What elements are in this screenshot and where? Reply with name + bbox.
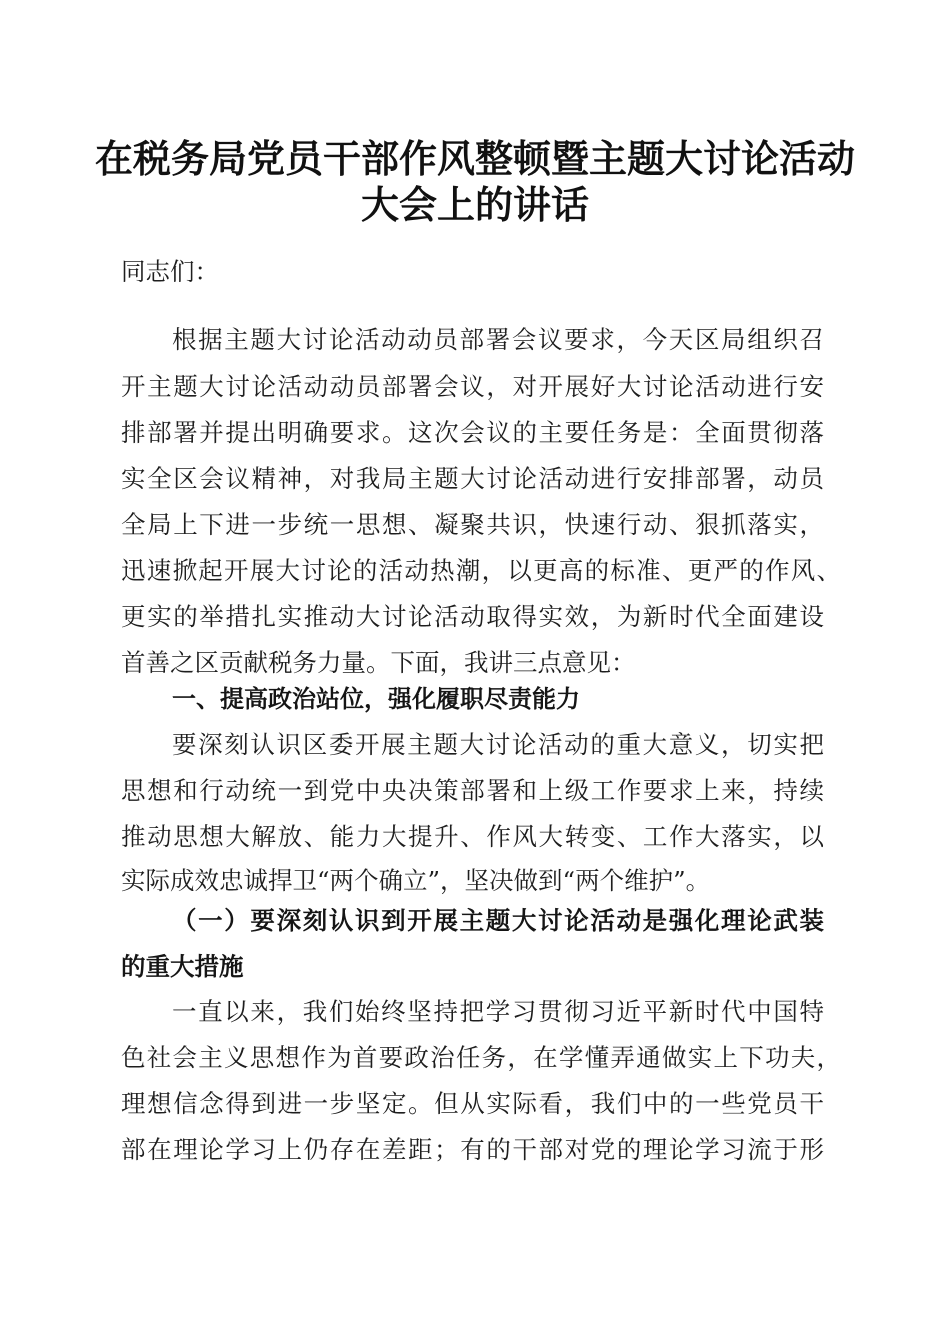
paragraph-line: 要深刻认识区委开展主题大讨论活动的重大意义，切实把	[172, 730, 824, 759]
paragraph-line: 部在理论学习上仍存在差距；有的干部对党的理论学习流于形	[121, 1135, 824, 1164]
section-heading: 一、提高政治站位，强化履职尽责能力	[172, 685, 580, 713]
paragraph-line: 理想信念得到进一步坚定。但从实际看，我们中的一些党员干	[121, 1089, 824, 1118]
paragraph-line: 色社会主义思想作为首要政治任务，在学懂弄通做实上下功夫，	[121, 1043, 841, 1072]
paragraph-line: 根据主题大讨论活动动员部署会议要求，今天区局组织召	[172, 325, 824, 354]
paragraph-line: 实全区会议精神，对我局主题大讨论活动进行安排部署，动员	[121, 464, 824, 493]
paragraph-line: 迅速掀起开展大讨论的活动热潮，以更高的标准、更严的作风、	[121, 556, 841, 585]
document-title-line-1: 在税务局党员干部作风整顿暨主题大讨论活动	[94, 136, 855, 181]
salutation: 同志们：	[121, 257, 219, 286]
subsection-heading-continued: 的重大措施	[121, 952, 244, 981]
paragraph-line: 首善之区贡献税务力量。下面，我讲三点意见：	[121, 648, 636, 677]
paragraph-line: 思想和行动统一到党中央决策部署和上级工作要求上来，持续	[121, 776, 824, 805]
subsection-heading: （一）要深刻认识到开展主题大讨论活动是强化理论武装	[172, 906, 824, 935]
paragraph-line: 开主题大讨论活动动员部署会议，对开展好大讨论活动进行安	[121, 372, 824, 401]
paragraph-line: 一直以来，我们始终坚持把学习贯彻习近平新时代中国特	[172, 997, 824, 1026]
paragraph-line: 更实的举措扎实推动大讨论活动取得实效，为新时代全面建设	[121, 602, 824, 631]
paragraph-line: 实际成效忠诚捍卫“两个确立”，坚决做到“两个维护”。	[121, 866, 711, 895]
paragraph-line: 推动思想大解放、能力大提升、作风大转变、工作大落实，以	[121, 822, 824, 851]
paragraph-line: 排部署并提出明确要求。这次会议的主要任务是：全面贯彻落	[121, 418, 824, 447]
document-title-line-2: 大会上的讲话	[360, 182, 589, 227]
paragraph-line: 全局上下进一步统一思想、凝聚共识，快速行动、狠抓落实，	[121, 510, 824, 539]
